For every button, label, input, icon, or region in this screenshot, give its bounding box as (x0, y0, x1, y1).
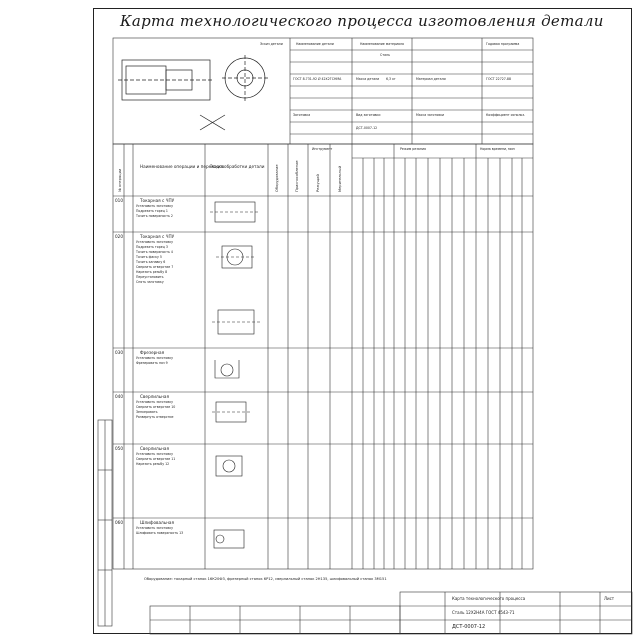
header-cell: 6,3 кг (386, 77, 396, 81)
op-step: Сверлить отверстие 11 (136, 457, 176, 461)
op-title: Токарная с ЧПУ (140, 234, 175, 239)
op-number: 060 (115, 520, 123, 525)
op-step: Установить заготовку (136, 204, 174, 208)
op-step: Подрезать торец 1 (136, 209, 168, 213)
col-regime: Режим резания (400, 147, 426, 151)
op-title: Шлифовальная (140, 520, 175, 525)
header-cell: Заготовка (293, 113, 311, 117)
header-cell: ГОСТ 22727-88 (486, 77, 511, 81)
op-step: Точить поверхность 4 (136, 250, 173, 254)
op-number: 020 (115, 234, 123, 239)
col-measuring: Мерительный (338, 165, 342, 192)
op-step: Развернуть отверстие (136, 415, 174, 419)
prod-label: Наименование материала (360, 42, 404, 46)
op-number: 030 (115, 350, 123, 355)
header-cell: ГОСТ 8.731-92 Ø 42Х2ГСНМА (293, 77, 342, 81)
header-cell: Коэффициент использ. (486, 113, 526, 117)
op-step: Нарезать резьбу 8 (136, 270, 168, 274)
op-step: Сверлить отверстие 7 (136, 265, 174, 269)
op-step: Точить фаску 5 (136, 255, 162, 259)
op-step: Переустановить (136, 275, 164, 279)
op-step: Подрезать торец 3 (136, 245, 168, 249)
header-cell: ДСТ-0007-12 (356, 126, 378, 130)
sketch-label: Эскиз детали (260, 42, 283, 46)
doc-number: ДСТ-0007-12 (452, 624, 486, 630)
header-cell: Вид заготовки (356, 113, 381, 117)
op-step: Точить поверхность 2 (136, 214, 173, 218)
col-op: № операции (118, 168, 122, 192)
op-step: Установить заготовку (136, 452, 174, 456)
op-step: Сверлить отверстие 10 (136, 405, 176, 409)
col-name: Наименование операции и переходов (140, 164, 225, 169)
op-step: Шлифовать поверхность 13 (136, 531, 184, 535)
header-cell: Масса детали (356, 77, 380, 81)
op-step: Установить заготовку (136, 240, 174, 244)
op-step: Нарезать резьбу 12 (136, 462, 170, 466)
op-step: Точить канавку 6 (136, 260, 166, 264)
op-number: 010 (115, 198, 123, 203)
col-fixture: Приспособление (295, 160, 299, 192)
op-step: Установить заготовку (136, 526, 174, 530)
op-title: Токарная с ЧПУ (140, 198, 175, 203)
part-sketch (118, 55, 268, 130)
op-step: Установить заготовку (136, 400, 174, 404)
col-sketch: Эскиз обработки детали (210, 164, 265, 169)
page-title: Карта технологического процесса изготовления детали (120, 12, 604, 30)
header-cell: Масса заготовки (416, 113, 445, 117)
op-step: Зенкеровать (136, 410, 158, 414)
op-step: Фрезеровать паз 9 (136, 361, 168, 365)
col-tools: Инструмент (312, 147, 333, 151)
footnote: Оборудование: токарный станок 16К20Ф3, фрезерный станок 6Р12, сверлильный станок 2Н135, шлифовальный станок 3М151 (144, 577, 387, 581)
operation-sketches (210, 202, 260, 548)
col-time: Норма времени, мин (480, 147, 515, 151)
stamp-title: Карта технологического процесса (452, 596, 526, 601)
col-cutting: Режущий (316, 174, 320, 192)
op-title: Сверлильная (140, 446, 169, 451)
op-number: 040 (115, 394, 123, 399)
op-title: Сверлильная (140, 394, 169, 399)
volume-label: Годовая программа (486, 42, 520, 46)
col-equipment: Оборудование (275, 164, 279, 192)
stamp-sheet: Лист (604, 596, 615, 601)
stamp-material: Сталь 12Х2Н4А ГОСТ 4543-71 (452, 610, 515, 615)
header-cell: Материал детали (416, 77, 446, 81)
op-number: 050 (115, 446, 123, 451)
op-step: Установить заготовку (136, 356, 174, 360)
material-label: Наименование детали (296, 42, 334, 46)
op-title: Фрезерная (140, 350, 165, 355)
material-value: Сталь (380, 53, 390, 57)
op-step: Снять заготовку (136, 280, 164, 284)
